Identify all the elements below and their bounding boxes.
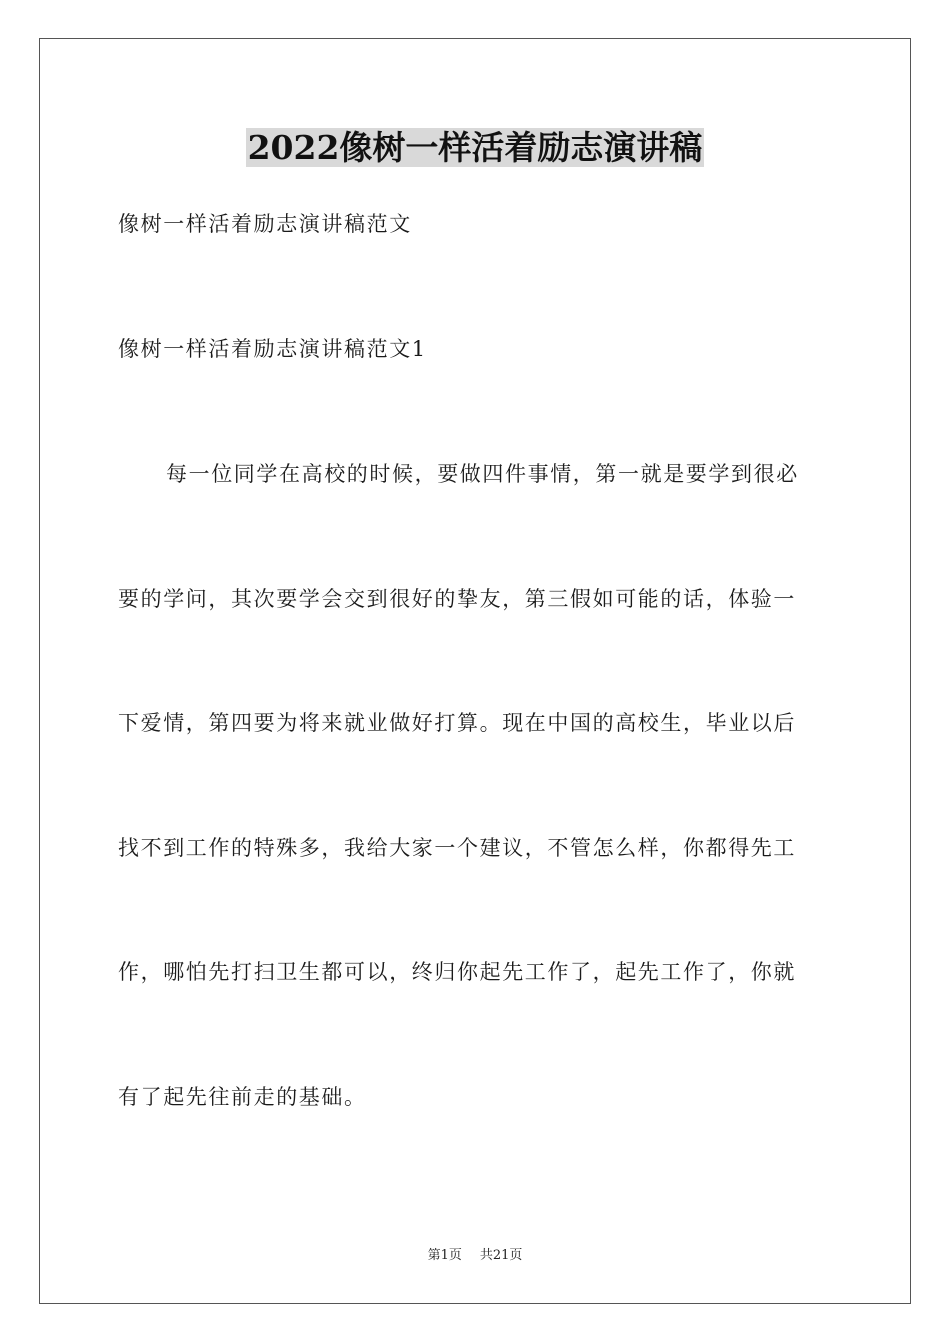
subtitle: 像树一样活着励志演讲稿范文 bbox=[118, 212, 412, 236]
document-title bbox=[0, 125, 950, 171]
paragraph-line: 下爱情，第四要为将来就业做好打算。现在中国的高校生，毕业以后 bbox=[118, 711, 796, 735]
paragraph-line: 要的学问，其次要学会交到很好的挚友，第三假如可能的话，体验一 bbox=[118, 587, 796, 611]
page-number: 第1页 bbox=[427, 1248, 462, 1263]
paragraph-line: 作，哪怕先打扫卫生都可以，终归你起先工作了，起先工作了，你就 bbox=[118, 960, 796, 984]
page-footer bbox=[0, 1247, 950, 1265]
section-heading: 像树一样活着励志演讲稿范文1 bbox=[118, 337, 427, 361]
paragraph-line: 有了起先往前走的基础。 bbox=[118, 1085, 367, 1109]
page-total: 共21页 bbox=[479, 1248, 523, 1263]
paragraph-line: 找不到工作的特殊多，我给大家一个建议，不管怎么样，你都得先工 bbox=[118, 836, 796, 860]
document-title-text: 2022像树一样活着励志演讲稿 bbox=[247, 128, 703, 167]
paragraph-line: 每一位同学在高校的时候，要做四件事情，第一就是要学到很必 bbox=[166, 462, 799, 486]
